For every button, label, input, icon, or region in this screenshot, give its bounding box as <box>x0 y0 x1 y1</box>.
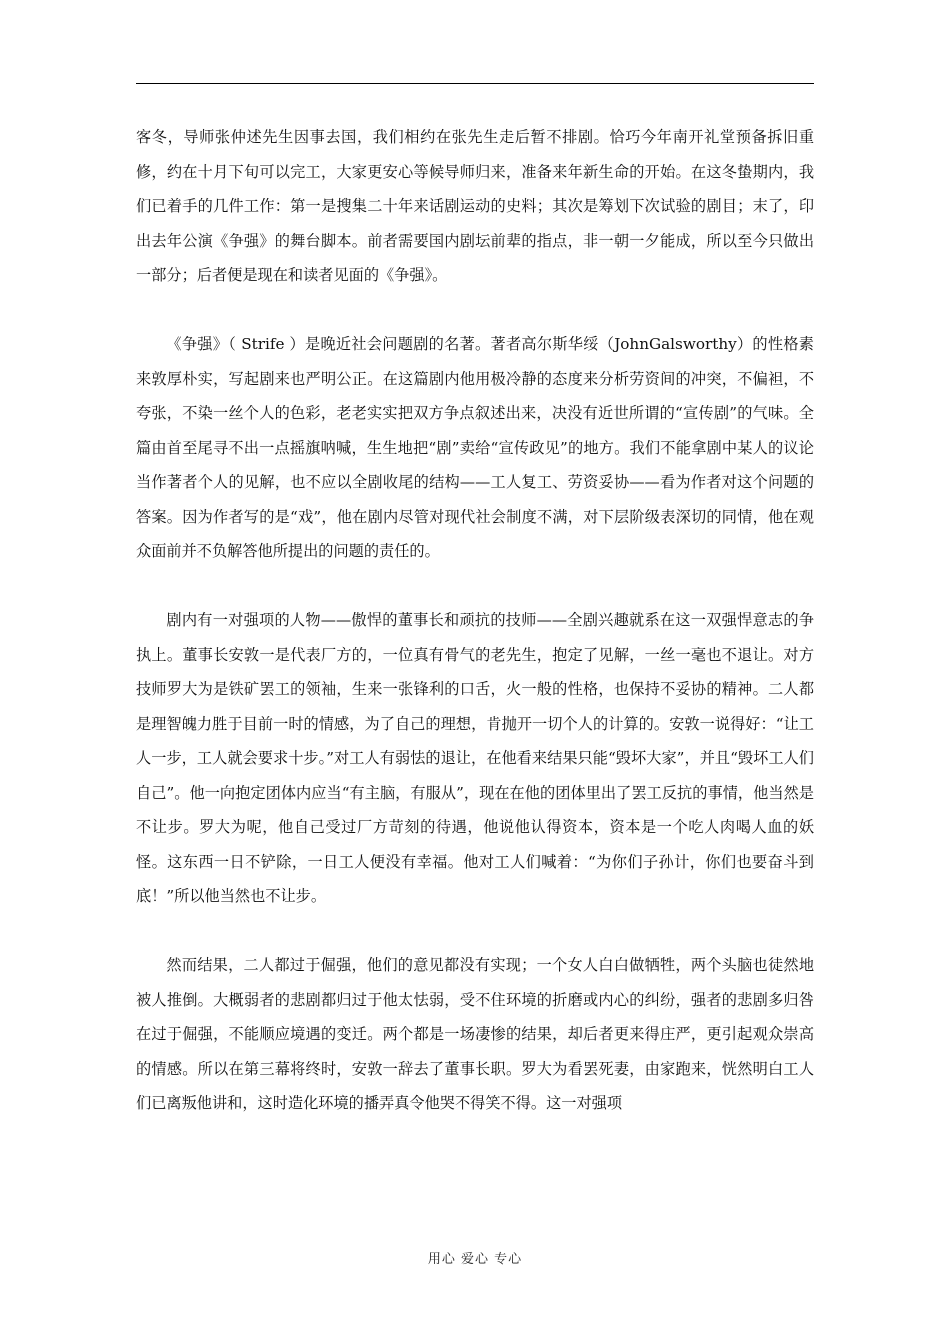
paragraph-4: 然而结果，二人都过于倔强，他们的意见都没有实现；一个女人白白做牺牲，两个头脑也徒然地被人推倒。大概弱者的悲剧都归过于他太怯弱，受不住环境的折磨或内心的纠纷，强者的悲剧多归咎在过于倔强，不能顺应境遇的变迁。两个都是一场凄惨的结果，却后者更来得庄严，更引起观众崇高的情感。所以在第三幕将终时，安敦一辞去了董事长职。罗大为看罢死妻，由家跑来，恍然明白工人们已离叛他讲和，这时造化环境的播弄真令他哭不得笑不得。这一对强项 <box>136 956 814 1112</box>
header-rule <box>136 83 814 84</box>
paragraph-3: 剧内有一对强项的人物——傲悍的董事长和顽抗的技师——全剧兴趣就系在这一双强悍意志的争执上。董事长安敦一是代表厂方的，一位真有骨气的老先生，抱定了见解，一丝一毫也不退让。对方技师罗大为是铁矿罢工的领袖，生来一张锋利的口舌，火一般的性格，也保持不妥协的精神。二人都是理智魄力胜于目前一时的情感，为了自己的理想，肯抛开一切个人的计算的。安敦一说得好：“让工人一步，工人就会要求十步。”对工人有弱怯的退让，在他看来结果只能“毁坏大家”，并且“毁坏工人们自己”。他一向抱定团体内应当“有主脑，有服从”，现在在他的团体里出了罢工反抗的事情，他当然是不让步。罗大为呢，他自己受过厂方苛刻的待遇，他说他认得资本，资本是一个吃人肉喝人血的妖怪。这东西一日不铲除，一日工人便没有幸福。他对工人们喊着：“为你们子孙计，你们也要奋斗到底！”所以他当然也不让步。 <box>136 611 814 905</box>
paragraph-2: 《争强》（ Strife ）是晚近社会问题剧的名著。著者高尔斯华绥（JohnGalsworthy）的性格素来敦厚朴实，写起剧来也严明公正。在这篇剧内他用极冷静的态度来分析劳资间的冲突，不偏袒，不夸张，不染一丝个人的色彩，老老实实把双方争点叙述出来，决没有近世所谓的“宣传剧”的气味。全篇由首至尾寻不出一点摇旗呐喊，生生地把“剧”卖给“宣传政见”的地方。我们不能拿剧中某人的议论当作著者个人的见解，也不应以全剧收尾的结构——工人复工、劳资妥协——看为作者对这个问题的答案。因为作者写的是“戏”，他在剧内尽管对现代社会制度不满，对下层阶级表深切的同情，他在观众面前并不负解答他所提出的问题的责任的。 <box>136 335 814 560</box>
document-body <box>136 120 814 1155</box>
paragraph-1: 客冬，导师张仲述先生因事去国，我们相约在张先生走后暂不排剧。恰巧今年南开礼堂预备拆旧重修，约在十月下旬可以完工，大家更安心等候导师归来，准备来年新生命的开始。在这冬蛰期内，我们已着手的几件工作：第一是搜集二十年来话剧运动的史料；其次是筹划下次试验的剧目；末了，印出去年公演《争强》的舞台脚本。前者需要国内剧坛前辈的指点，非一朝一夕能成，所以至今只做出一部分；后者便是现在和读者见面的《争强》。 <box>136 128 814 284</box>
page-footer: 用心 爱心 专心 <box>427 1252 523 1267</box>
